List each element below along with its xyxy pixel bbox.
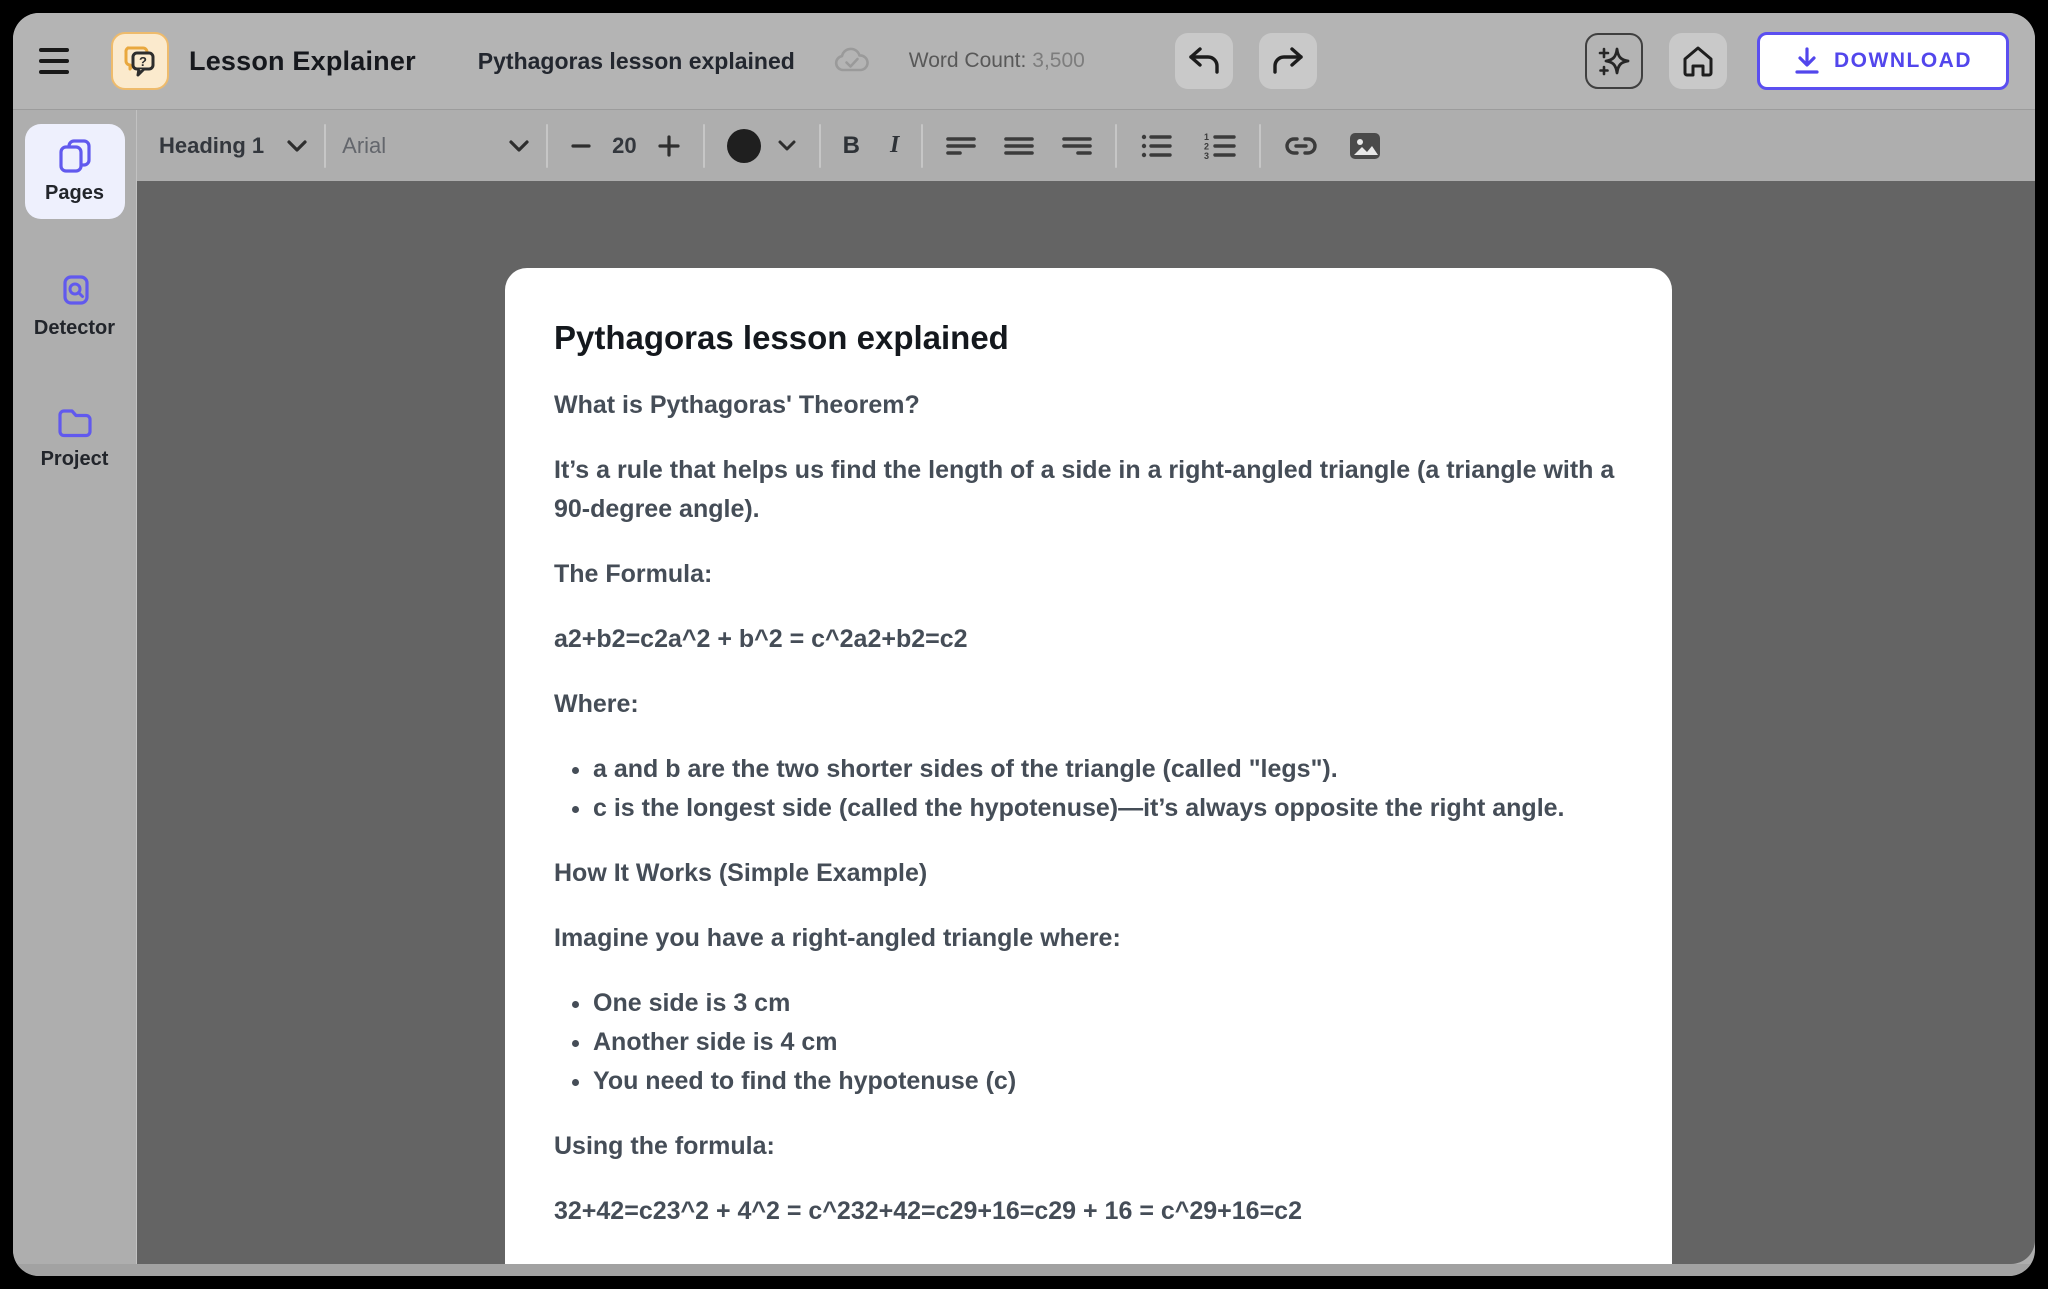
sidebar-item-project[interactable] (25, 394, 125, 485)
bullet-list (554, 750, 1623, 828)
list-item: • Another side is 4 cm (593, 1023, 1623, 1062)
redo-icon (1271, 45, 1305, 77)
minus-icon (570, 135, 592, 157)
align-left-button[interactable] (939, 128, 983, 164)
document-page[interactable] (505, 268, 1672, 1264)
svg-text:?: ? (139, 54, 147, 69)
toolbar-divider (546, 124, 548, 168)
chat-question-icon (120, 41, 160, 81)
sparkles-icon (1596, 43, 1632, 79)
font-size-decrease-button[interactable] (564, 129, 598, 163)
toolbar-divider (703, 124, 705, 168)
bold-icon: B (842, 131, 860, 159)
editor-canvas[interactable] (137, 181, 2035, 1264)
plus-icon (657, 134, 681, 158)
align-right-icon (1061, 134, 1093, 158)
svg-text:1: 1 (1204, 131, 1210, 142)
numbered-list-button[interactable] (1195, 126, 1243, 166)
align-left-icon (945, 134, 977, 158)
numbered-list-icon (1201, 132, 1237, 160)
bold-button[interactable] (837, 126, 866, 166)
toolbar-divider (324, 124, 326, 168)
menu-button[interactable] (39, 40, 81, 82)
align-center-button[interactable] (997, 128, 1041, 164)
toolbar-divider (1115, 124, 1117, 168)
undo-button[interactable] (1175, 33, 1233, 89)
document-paragraph: Using the formula: (554, 1132, 775, 1160)
word-count-value: 3,500 (1032, 49, 1085, 72)
pages-icon (56, 136, 94, 174)
redo-button[interactable] (1259, 33, 1317, 89)
font-size-value: 20 (612, 132, 637, 158)
folder-icon (56, 406, 94, 440)
app-window (13, 13, 2035, 1276)
bullet-list (554, 984, 1623, 1101)
chevron-down-icon (777, 139, 797, 152)
bullet-list-icon (1139, 132, 1173, 160)
app-logo (111, 32, 169, 90)
download-button[interactable] (1757, 32, 2009, 90)
window-bottom-chrome (13, 1264, 2035, 1276)
word-count (909, 49, 1085, 73)
chevron-down-icon (286, 139, 308, 153)
document-body (554, 316, 1623, 1231)
app-title: Lesson Explainer (189, 45, 416, 76)
bullet-list-button[interactable] (1133, 126, 1179, 166)
image-icon (1349, 132, 1381, 160)
font-family-select[interactable] (342, 133, 530, 159)
list-item: • a and b are the two shorter sides of the triangle (called "legs"). (593, 750, 1623, 789)
document-paragraph: The Formula: (554, 560, 713, 588)
italic-button[interactable] (884, 126, 905, 165)
hamburger-icon (39, 48, 69, 52)
home-icon (1680, 44, 1716, 78)
document-paragraph: It’s a rule that helps us find the length of a side in a right-angled triangle (a triangle with a 90-degree angle). (554, 456, 1615, 523)
toolbar-divider (819, 124, 821, 168)
list-item: • c is the longest side (called the hypotenuse)—it’s always opposite the right angle. (593, 789, 1623, 828)
text-color-button[interactable] (721, 123, 803, 169)
left-sidebar (13, 110, 137, 1264)
paragraph-style-select[interactable] (159, 133, 308, 159)
align-right-button[interactable] (1055, 128, 1099, 164)
main-area (13, 110, 2035, 1264)
document-paragraph: 32+42=c23^2 + 4^2 = c^232+42=c29+16=c29 + 16 = c^29+16=c2 (554, 1197, 1302, 1225)
sidebar-item-label: Pages (45, 182, 104, 204)
toolbar-divider (921, 124, 923, 168)
top-bar (13, 13, 2035, 110)
download-icon (1794, 47, 1820, 75)
insert-link-button[interactable] (1277, 127, 1325, 165)
undo-icon (1187, 45, 1221, 77)
document-paragraph: a2+b2=c2a^2 + b^2 = c^2a2+b2=c2 (554, 625, 968, 653)
document-title: Pythagoras lesson explained (554, 319, 1009, 356)
paragraph-style-value: Heading 1 (159, 132, 265, 158)
home-button[interactable] (1669, 33, 1727, 89)
svg-text:2: 2 (1204, 141, 1210, 151)
list-item: • One side is 3 cm (593, 984, 1623, 1023)
download-label: DOWNLOAD (1834, 49, 1972, 72)
document-paragraph: How It Works (Simple Example) (554, 859, 928, 887)
insert-image-button[interactable] (1343, 126, 1387, 166)
editor-column (137, 110, 2035, 1264)
ai-sparkles-button[interactable] (1585, 33, 1643, 89)
sidebar-item-detector[interactable] (25, 259, 125, 354)
format-toolbar (137, 110, 2035, 181)
font-family-value: Arial (342, 132, 387, 158)
italic-icon: I (889, 132, 900, 158)
document-paragraph: What is Pythagoras' Theorem? (554, 391, 920, 419)
link-icon (1283, 133, 1319, 159)
document-paragraph: Where: (554, 690, 639, 718)
svg-text:3: 3 (1204, 150, 1210, 160)
word-count-label: Word Count: (908, 49, 1027, 72)
chevron-down-icon (508, 139, 530, 153)
sidebar-item-label: Detector (33, 317, 116, 339)
cloud-saved-icon (833, 46, 871, 76)
font-size-increase-button[interactable] (651, 128, 687, 164)
toolbar-divider (1259, 124, 1261, 168)
align-center-icon (1003, 134, 1035, 158)
list-item: • You need to find the hypotenuse (c) (593, 1062, 1623, 1101)
document-name: Pythagoras lesson explained (477, 47, 795, 74)
document-paragraph: Imagine you have a right-angled triangle where: (554, 924, 1121, 952)
file-search-icon (56, 271, 94, 309)
color-swatch (727, 129, 761, 163)
sidebar-item-pages[interactable] (25, 124, 125, 219)
sidebar-item-label: Project (40, 448, 109, 470)
